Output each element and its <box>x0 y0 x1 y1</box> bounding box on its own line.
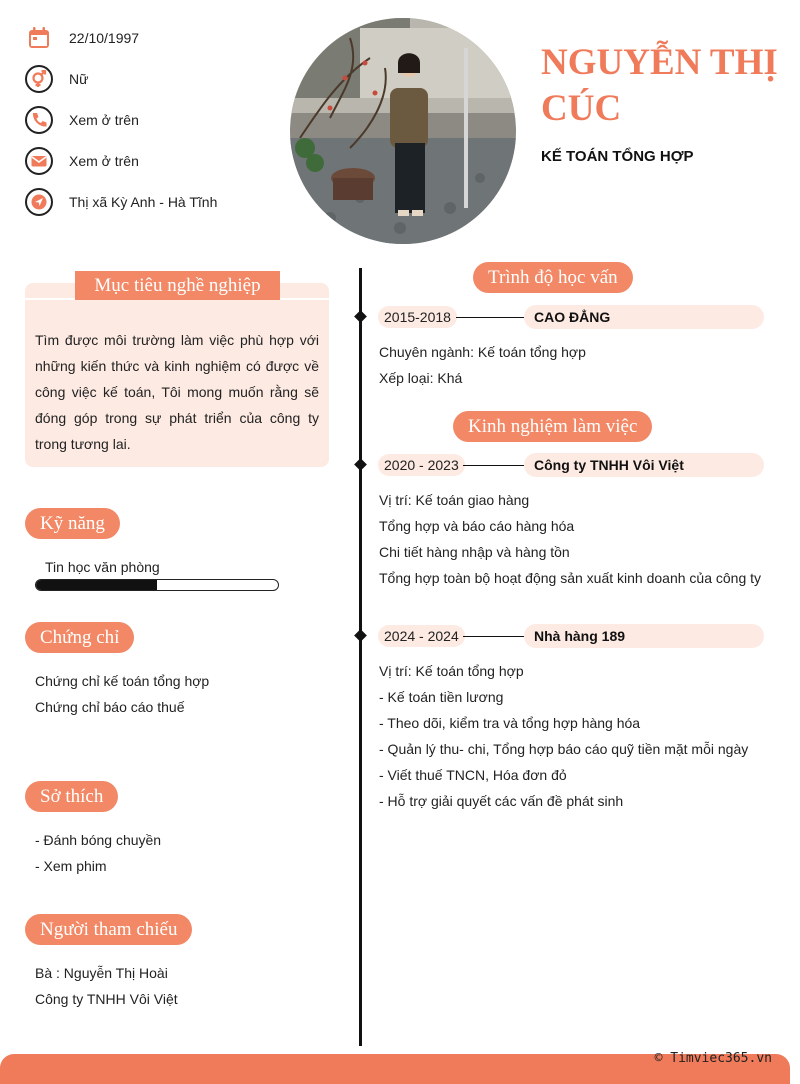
timeline-connector <box>463 636 524 637</box>
job-company: Nhà hàng 189 <box>524 624 764 648</box>
job-period: 2024 - 2024 <box>378 625 465 647</box>
name-line-1: NGUYỄN THỊ <box>541 42 778 83</box>
timeline-marker <box>354 458 367 471</box>
timeline-connector <box>463 465 524 466</box>
reference-item: Bà : Nguyễn Thị Hoài <box>35 965 168 981</box>
calendar-icon <box>25 24 53 52</box>
email-text: Xem ở trên <box>69 153 139 169</box>
job-period: 2020 - 2023 <box>378 454 465 476</box>
education-school: CAO ĐẲNG <box>524 305 764 329</box>
job-duty: Vị trí: Kế toán giao hàng <box>379 492 530 508</box>
name-line-2: CÚC <box>541 88 622 129</box>
education-period: 2015-2018 <box>378 306 457 328</box>
references-heading: Người tham chiếu <box>25 914 192 945</box>
job-duty: - Quản lý thu- chi, Tổng hợp báo cáo quỹ tiền mặt mỗi ngày <box>379 741 749 757</box>
phone-icon <box>25 106 53 134</box>
reference-item: Công ty TNHH Vôi Việt <box>35 991 178 1007</box>
job-duty: Tổng hợp toàn bộ hoạt động sản xuất kinh doanh của công ty <box>379 570 762 586</box>
candidate-name <box>541 40 791 132</box>
skill-progress-fill <box>36 580 157 590</box>
objective-text: Tìm được môi trường làm việc phù hợp với những kiến thức và kinh nghiệm có được về công việc kế toán, Tôi mong muốn rằng sẽ đóng góp trong sự phát triển của công ty trong tương lai. <box>35 332 319 452</box>
profile-photo <box>290 18 516 244</box>
contact-phone <box>25 104 139 136</box>
education-heading: Trình độ học vấn <box>473 262 633 293</box>
job-duty: - Kế toán tiền lương <box>379 689 504 705</box>
envelope-icon <box>25 147 53 175</box>
skill-progress-bar <box>35 579 279 591</box>
education-line: Xếp loại: Khá <box>379 370 463 386</box>
job-company: Công ty TNHH Vôi Việt <box>524 453 764 477</box>
job-duty: - Hỗ trợ giải quyết các vấn đề phát sinh <box>379 793 624 809</box>
contact-gender <box>25 63 88 95</box>
job-duty: - Viết thuế TNCN, Hóa đơn đỏ <box>379 767 567 783</box>
education-line: Chuyên ngành: Kế toán tổng hợp <box>379 344 586 360</box>
job-duty: Vị trí: Kế toán tổng hợp <box>379 663 524 679</box>
certificate-item: Chứng chỉ báo cáo thuế <box>35 699 185 715</box>
location-icon <box>25 188 53 216</box>
certificates-heading: Chứng chỉ <box>25 622 134 653</box>
job-duty: Chi tiết hàng nhập và hàng tồn <box>379 544 570 560</box>
job-duty: - Theo dõi, kiểm tra và tổng hợp hàng hóa <box>379 715 641 731</box>
phone-text: Xem ở trên <box>69 112 139 128</box>
footer-copyright: © Timviec365.vn <box>654 1051 772 1066</box>
objective-heading: Mục tiêu nghề nghiệp <box>75 271 280 300</box>
birthday-text: 22/10/1997 <box>69 30 140 46</box>
timeline-marker <box>354 310 367 323</box>
job-title: KẾ TOÁN TỔNG HỢP <box>541 148 694 165</box>
skill-name: Tin học văn phòng <box>45 559 160 575</box>
contact-email <box>25 145 139 177</box>
hobby-item: - Xem phim <box>35 858 107 874</box>
job-duty: Tổng hợp và báo cáo hàng hóa <box>379 518 575 534</box>
timeline-marker <box>354 629 367 642</box>
contact-birthday <box>25 22 139 54</box>
timeline-connector <box>456 317 524 318</box>
experience-heading: Kinh nghiệm làm việc <box>453 411 652 442</box>
gender-text: Nữ <box>69 71 89 87</box>
skills-heading: Kỹ năng <box>25 508 120 539</box>
hobby-item: - Đánh bóng chuyền <box>35 832 162 848</box>
timeline-line <box>359 268 362 1046</box>
address-text: Thị xã Kỳ Anh - Hà Tĩnh <box>69 194 218 210</box>
hobbies-heading: Sở thích <box>25 781 118 812</box>
gender-icon <box>25 65 53 93</box>
certificate-item: Chứng chỉ kế toán tổng hợp <box>35 673 210 689</box>
contact-address <box>25 186 217 218</box>
